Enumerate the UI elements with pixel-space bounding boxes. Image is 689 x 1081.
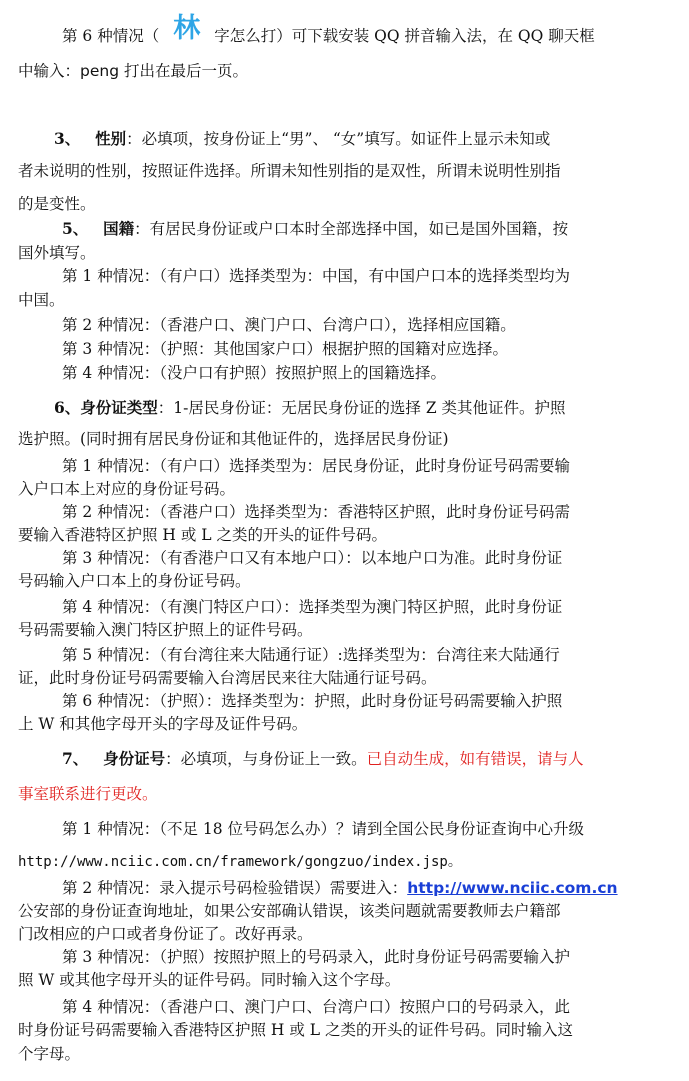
s7-case4-b: 时身份证号码需要输入香港特区护照 H 或 L 之类的开头的证件号码。同时输入这 bbox=[18, 1021, 574, 1039]
s3-text-1: ：必填项，按身份证上“男”、 “女”填写。如证件上显示未知或 bbox=[126, 130, 551, 148]
lin-character: 林 bbox=[173, 13, 201, 44]
s5-line1 bbox=[62, 218, 568, 240]
s3-number: 3、 bbox=[54, 129, 81, 148]
s7-case4-a: 第 4 种情况：（香港户口、澳门户口、台湾户口）按照户口的号码录入，此 bbox=[62, 998, 570, 1016]
s6-case3-a: 第 3 种情况：（有香港户口又有本地户口）：以本地户口为准。此时身份证 bbox=[62, 549, 563, 567]
s7-title: 身份证号 bbox=[103, 749, 166, 768]
s5-text-1: ：有居民身份证或户口本时全部选择中国，如已是国外国籍，按 bbox=[134, 220, 569, 238]
s6-case4-a: 第 4 种情况：（有澳门特区户口）：选择类型为澳门特区护照，此时身份证 bbox=[62, 598, 563, 616]
s6-title: 6、身份证类型 bbox=[54, 398, 158, 417]
p6-text-a: 第 6 种情况（ bbox=[62, 27, 160, 45]
s7-red-notice-2: 事室联系进行更改。 bbox=[18, 785, 158, 803]
s6-line1 bbox=[54, 397, 566, 419]
p6-text-c1: 中输入： bbox=[18, 62, 81, 80]
s5-case2: 第 2 种情况：（香港户口、澳门户口、台湾户口），选择相应国籍。 bbox=[62, 316, 516, 334]
s5-number: 5、 bbox=[62, 219, 89, 238]
nciic-link[interactable]: http://www.nciic.com.cn bbox=[407, 879, 618, 897]
s5-title: 国籍 bbox=[103, 219, 135, 238]
s6-case1-b: 入户口本上对应的身份证号码。 bbox=[18, 480, 236, 498]
s3-text-3: 的是变性。 bbox=[18, 195, 96, 213]
s6-case2-a: 第 2 种情况：（香港户口）选择类型为：香港特区护照，此时身份证号码需 bbox=[62, 503, 570, 521]
s7-red-notice-1: 已自动生成，如有错误，请与人 bbox=[366, 750, 584, 768]
s5-case3: 第 3 种情况：（护照：其他国家户口）根据护照的国籍对应选择。 bbox=[62, 340, 508, 358]
s7-case2-a: 第 2 种情况：录入提示号码检验错误）需要进入： bbox=[62, 879, 408, 897]
s5-case4: 第 4 种情况：（没户口有护照）按照护照上的国籍选择。 bbox=[62, 364, 446, 382]
s7-case1-url: http://www.nciic.com.cn/framework/gongzuo/index.jsp。 bbox=[18, 854, 462, 870]
s6-case1-a: 第 1 种情况：（有户口）选择类型为：居民身份证，此时身份证号码需要输 bbox=[62, 457, 570, 475]
s5-text-2: 国外填写。 bbox=[18, 244, 96, 262]
s6-case6-b: 上 W 和其他字母开头的字母及证件号码。 bbox=[18, 715, 308, 733]
p6-line1 bbox=[62, 13, 595, 47]
s6-case4-b: 号码需要输入澳门特区护照上的证件号码。 bbox=[18, 621, 313, 639]
s7-case2-c: 门改相应的户口或者身份证了。改好再录。 bbox=[18, 925, 313, 943]
p6-text-c3: 打出在最后一页。 bbox=[124, 62, 249, 80]
s6-text-1: ：1-居民身份证：无居民身份证的选择 Z 类其他证件。护照 bbox=[157, 399, 566, 417]
s7-number: 7、 bbox=[62, 749, 89, 768]
s6-text-2: 选护照。(同时拥有居民身份证和其他证件的，选择居民身份证) bbox=[18, 430, 449, 448]
s7-case4-c: 个字母。 bbox=[18, 1045, 81, 1063]
s6-case5-a: 第 5 种情况：（有台湾往来大陆通行证）:选择类型为：台湾往来大陆通行 bbox=[62, 646, 560, 664]
s6-case2-b: 要输入香港特区护照 H 或 L 之类的开头的证件号码。 bbox=[18, 526, 388, 544]
s3-title: 性别 bbox=[95, 129, 127, 148]
s3-text-2: 者未说明的性别，按照证件选择。所谓未知性别指的是双性，所谓未说明性别指 bbox=[18, 162, 561, 180]
s5-case1-a: 第 1 种情况：（有户口）选择类型为：中国，有中国户口本的选择类型均为 bbox=[62, 267, 570, 285]
s6-case5-b: 证，此时身份证号码需要输入台湾居民来往大陆通行证号码。 bbox=[18, 669, 437, 687]
s6-case3-b: 号码输入户口本上的身份证号码。 bbox=[18, 572, 251, 590]
s7-case2-b: 公安部的身份证查询地址，如果公安部确认错误，该类问题就需要教师去户籍部 bbox=[18, 902, 561, 920]
s7-case3-a: 第 3 种情况：（护照）按照护照上的号码录入，此时身份证号码需要输入护 bbox=[62, 948, 570, 966]
p6-text-b: 字怎么打）可下载安装 QQ 拼音输入法，在 QQ 聊天框 bbox=[214, 27, 595, 45]
s7-case3-b: 照 W 或其他字母开头的证件号码。同时输入这个字母。 bbox=[18, 971, 401, 989]
p6-peng: peng bbox=[80, 62, 120, 80]
s3-line1 bbox=[54, 128, 550, 150]
s7-case2-line1 bbox=[62, 877, 618, 899]
s7-text-1: ：必填项，与身份证上一致。 bbox=[165, 750, 367, 768]
s7-line1 bbox=[62, 748, 584, 770]
s5-case1-b: 中国。 bbox=[18, 291, 65, 309]
s6-case6-a: 第 6 种情况：（护照）：选择类型为：护照，此时身份证号码需要输入护照 bbox=[62, 692, 563, 710]
s7-case1: 第 1 种情况：（不足 18 位号码怎么办）？请到全国公民身份证查询中心升级 bbox=[62, 820, 585, 838]
p6-line2 bbox=[18, 60, 248, 82]
